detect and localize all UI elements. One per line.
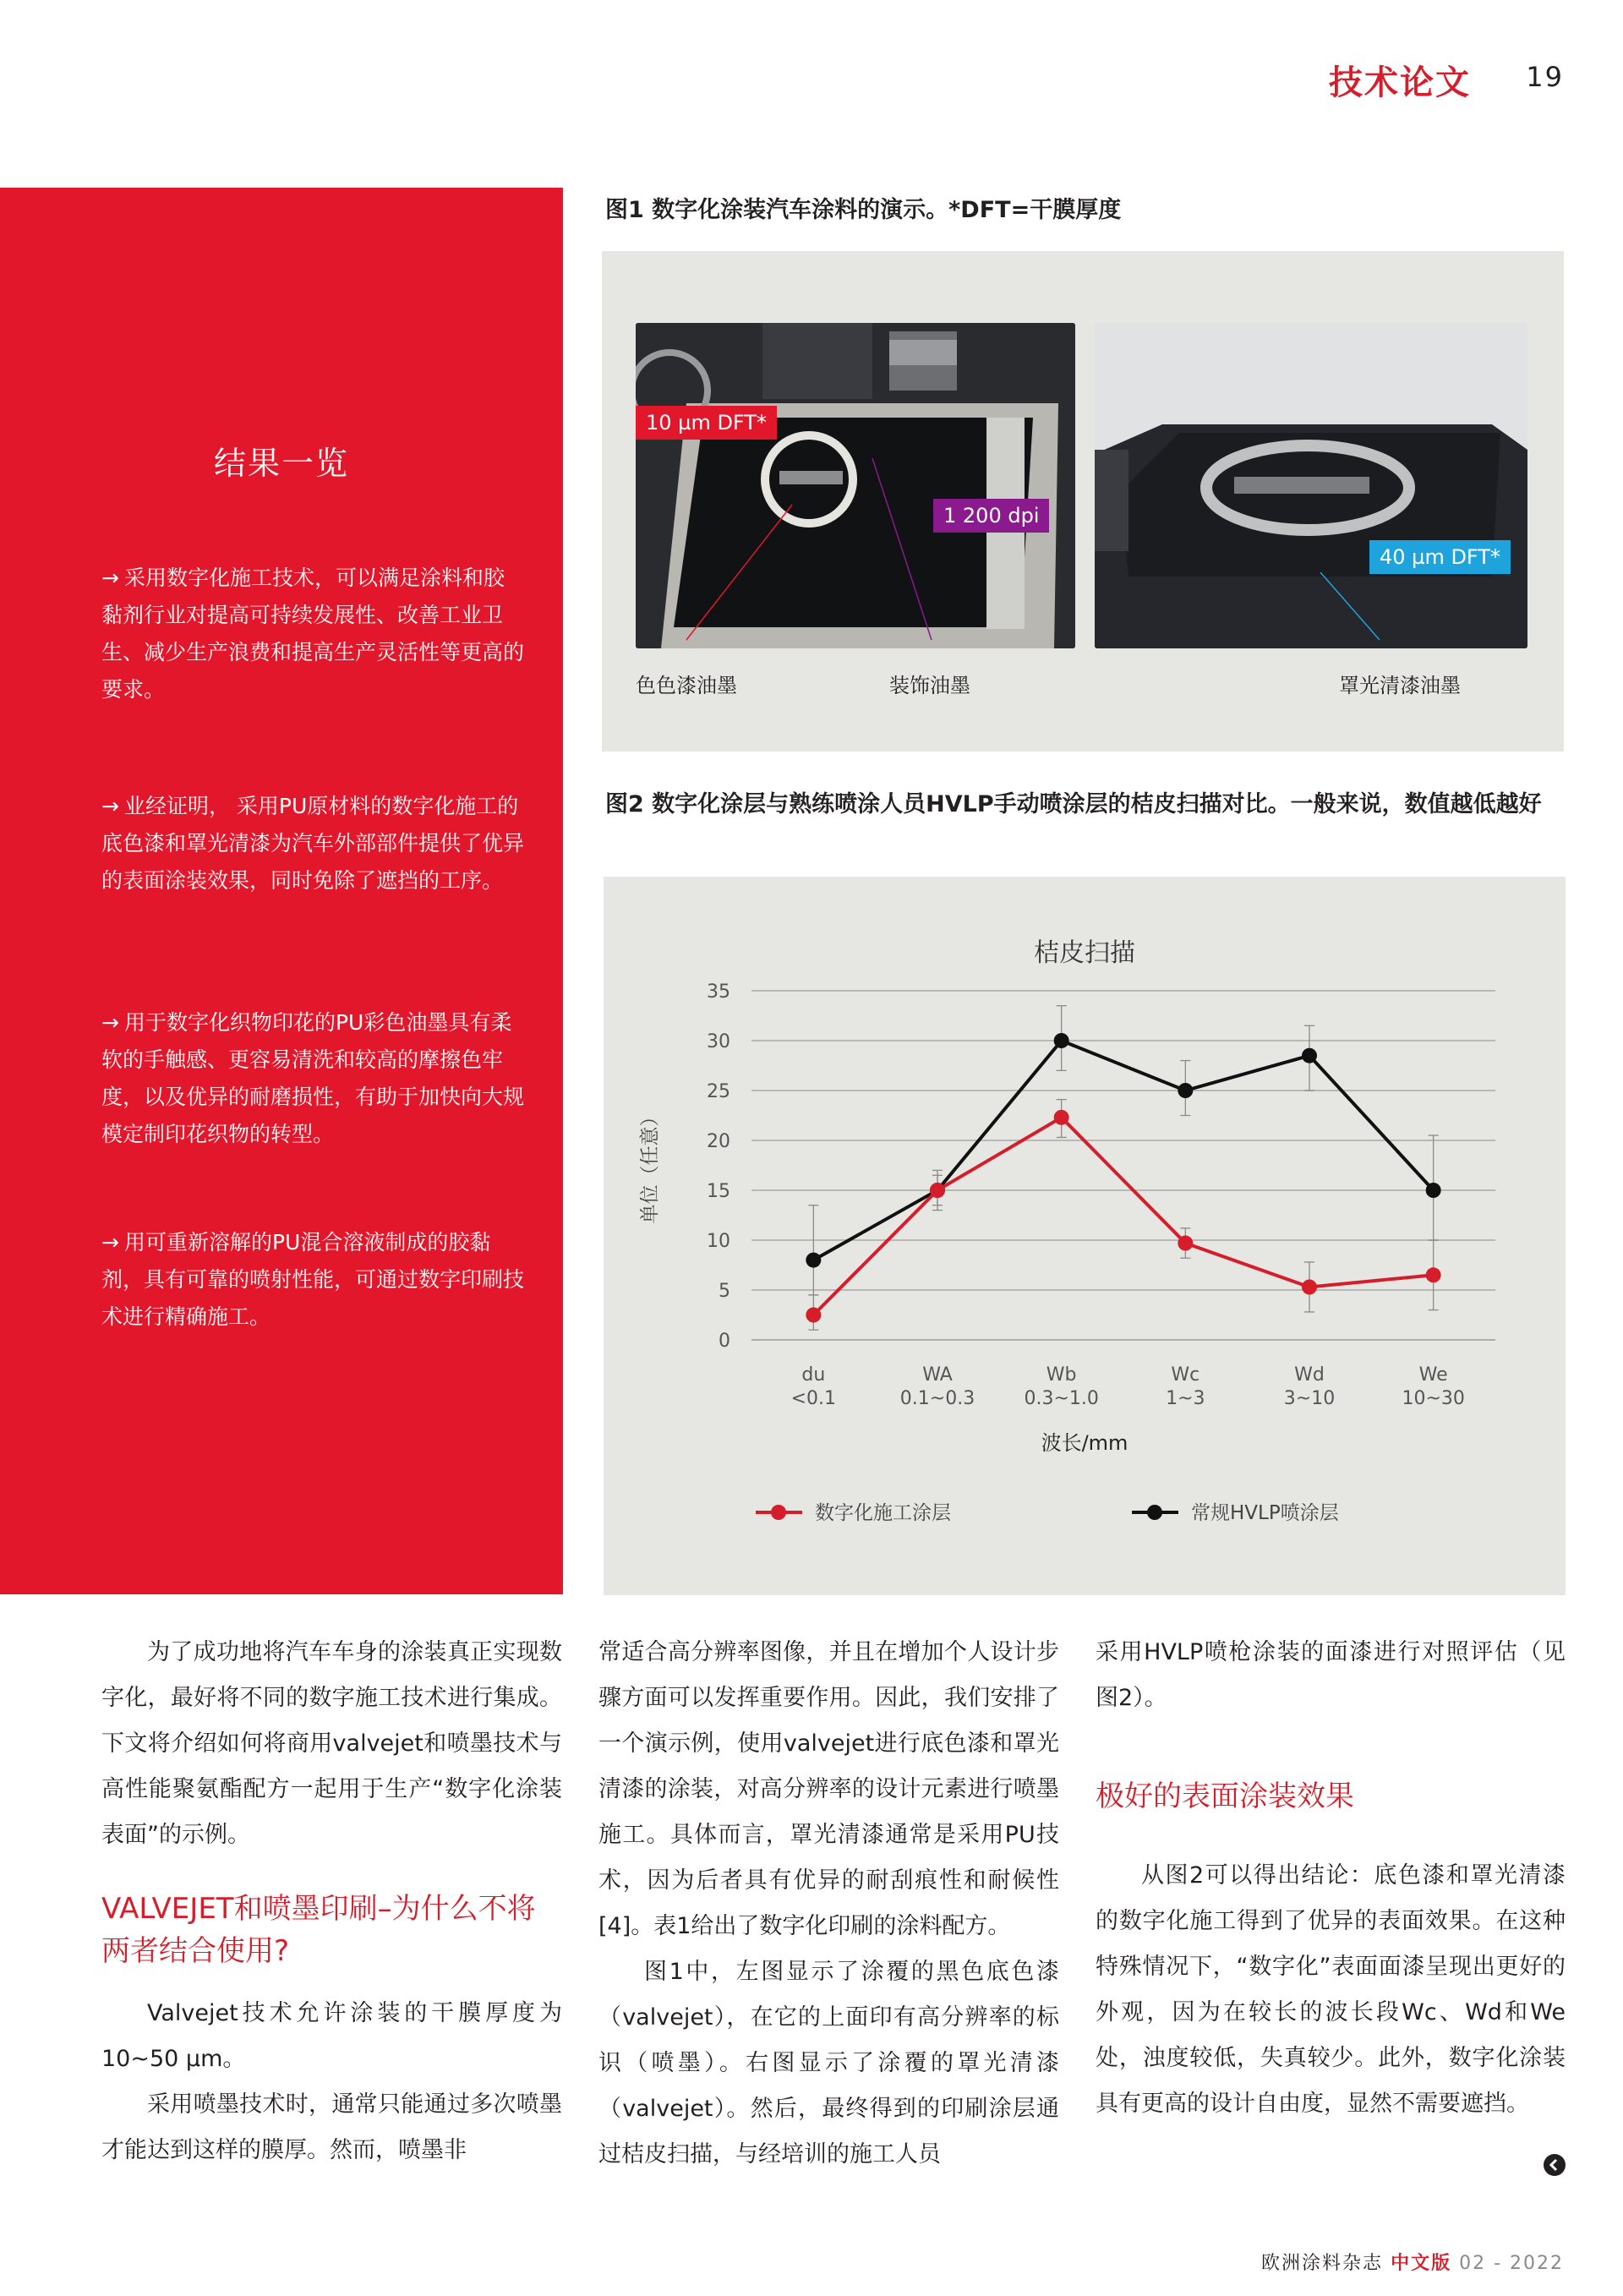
x-tick-label: Wd [1294, 1364, 1325, 1386]
data-point [1054, 1033, 1069, 1048]
paragraph: Valvejet技术允许涂装的干膜厚度为10~50 µm。 [101, 2000, 562, 2072]
paragraph: 采用HVLP喷枪涂装的面漆进行对照评估（见图2）。 [1096, 1639, 1566, 1711]
series-line [813, 1041, 1433, 1260]
figure2 [604, 877, 1566, 1595]
arrow-icon: → [101, 794, 119, 818]
dft-10um-tag: 10 µm DFT* [636, 406, 777, 440]
chart-title: 桔皮扫描 [1034, 938, 1135, 968]
data-point [806, 1308, 821, 1323]
summary-panel [0, 188, 563, 1594]
y-tick-label: 5 [719, 1281, 730, 1302]
footer [1261, 2249, 1564, 2275]
y-axis-label: 单位（任意） [639, 1107, 661, 1224]
x-tick-range-label: 0.3~1.0 [1024, 1388, 1099, 1409]
clearcoat-ink-label: 罩光清漆油墨 [1339, 674, 1461, 697]
figure2-caption: 图2 数字化涂层与熟练喷涂人员HVLP手动喷涂层的桔皮扫描对比。一般来说，数值越低越好 [605, 791, 1542, 817]
x-tick-label: du [801, 1364, 826, 1386]
section-title: 技术论文 [1329, 63, 1471, 102]
column-3-body [1096, 1853, 1566, 2127]
y-tick-label: 20 [707, 1131, 730, 1152]
dft-40um-tag: 40 µm DFT* [1369, 540, 1511, 574]
summary-item-text: 采用数字化施工技术，可以满足涂料和胶黏剂行业对提高可持续发展性、改善工业卫生、减少生产浪费和提高生产灵活性等更高的要求。 [101, 566, 525, 702]
y-tick-label: 35 [707, 981, 730, 1003]
end-of-article-icon [1544, 2154, 1566, 2176]
legend-marker [1147, 1505, 1162, 1520]
data-point [1302, 1048, 1317, 1063]
arrow-icon: → [101, 566, 119, 590]
arrow-icon: → [101, 1230, 119, 1255]
orange-peel-chart [604, 877, 1566, 1595]
edition-label: 中文版 [1391, 2253, 1452, 2274]
data-point [1178, 1083, 1193, 1098]
x-tick-range-label: 1~3 [1166, 1388, 1205, 1409]
x-tick-label: We [1418, 1364, 1448, 1386]
paragraph: 常适合高分辨率图像，并且在增加个人设计步骤方面可以发挥重要作用。因此，我们安排了一个演示例，使用valvejet进行底色漆和罩光清漆的涂装，对高分辨率的设计元素进行喷墨施工。具体而言，罩光清漆通常是采用PU技术，因为后者具有优异的耐刮痕性和耐候性[4]。表1给出了数字化印刷的涂料配方。 [598, 1639, 1059, 1939]
x-tick-label: WA [922, 1364, 953, 1386]
section-heading-valvejet: VALVEJET和喷墨印刷–为什么不将两者结合使用? [101, 1892, 536, 1968]
data-point [1054, 1110, 1069, 1125]
x-tick-label: Wb [1046, 1364, 1077, 1386]
pointer-line-decor [872, 458, 932, 640]
summary-item [101, 560, 524, 708]
summary-item [101, 1004, 524, 1153]
y-tick-label: 15 [707, 1181, 730, 1202]
paragraph: 采用喷墨技术时，通常只能通过多次喷墨才能达到这样的膜厚。然而，喷墨非 [101, 2091, 562, 2163]
y-tick-label: 30 [707, 1031, 730, 1052]
x-tick-label: Wc [1171, 1364, 1200, 1386]
basecoat-ink-label: 色色漆油墨 [636, 674, 737, 697]
pointer-line-clearcoat [1320, 572, 1380, 640]
arrow-icon: → [101, 1010, 119, 1035]
y-tick-label: 10 [707, 1231, 730, 1252]
x-tick-range-label: 10~30 [1402, 1388, 1465, 1409]
figure1-caption: 图1 数字化涂装汽车涂料的演示。*DFT=干膜厚度 [605, 197, 1122, 223]
summary-item-text: 用可重新溶解的PU混合溶液制成的胶黏剂，具有可靠的喷射性能，可通过数字印刷技术进行精确施工。 [101, 1230, 525, 1329]
summary-title: 结果一览 [213, 445, 349, 482]
summary-item-text: 用于数字化织物印花的PU彩色油墨具有柔软的手触感、更容易清洗和较高的摩擦色牢度，以及优异的耐磨损性，有助于加快向大规模定制印花织物的转型。 [101, 1010, 525, 1146]
decor-ink-label: 装饰油墨 [889, 674, 970, 697]
series-line [813, 1118, 1433, 1315]
column-2 [598, 1630, 1059, 2178]
data-point [1302, 1279, 1317, 1294]
y-tick-label: 0 [719, 1331, 730, 1352]
data-point [930, 1183, 945, 1198]
column-3-top [1096, 1630, 1566, 1721]
data-point [1426, 1267, 1441, 1282]
issue-label: 02 - 2022 [1459, 2253, 1564, 2274]
dpi-1200-tag: 1 200 dpi [933, 499, 1049, 533]
paragraph: 从图2可以得出结论：底色漆和罩光清漆的数字化施工得到了优异的表面效果。在这种特殊情况下，“数字化”表面面漆呈现出更好的外观，因为在较长的波长段Wc、Wd和We处，浊度较低，失真较少。此外，数字化涂装具有更高的设计自由度，显然不需要遮挡。 [1096, 1862, 1566, 2117]
journal-name: 欧洲涂料杂志 [1261, 2253, 1384, 2274]
pointer-line-basecoat [686, 505, 792, 640]
legend-label: 常规HVLP喷涂层 [1191, 1502, 1339, 1524]
x-tick-range-label: <0.1 [790, 1388, 837, 1409]
summary-item [101, 788, 524, 899]
column-1-intro [101, 1630, 562, 1858]
page-number: 19 [1526, 61, 1564, 93]
x-tick-range-label: 0.1~0.3 [899, 1388, 975, 1409]
data-point [1178, 1236, 1193, 1251]
section-heading-surface: 极好的表面涂装效果 [1096, 1779, 1354, 1813]
summary-item [101, 1224, 524, 1336]
paragraph: 为了成功地将汽车车身的涂装真正实现数字化，最好将不同的数字施工技术进行集成。下文将介绍如何将商用valvejet和喷墨技术与高性能聚氨酯配方一起用于生产“数字化涂装表面”的示例。 [101, 1639, 562, 1848]
y-tick-label: 25 [707, 1081, 730, 1102]
legend-marker [771, 1505, 786, 1520]
column-1-body [101, 1991, 562, 2173]
figure1 [602, 251, 1564, 752]
legend-label: 数字化施工涂层 [815, 1502, 951, 1524]
x-axis-label: 波长/mm [1041, 1431, 1128, 1455]
data-point [1426, 1183, 1441, 1198]
data-point [806, 1253, 821, 1268]
summary-item-text: 业经证明， 采用PU原材料的数字化施工的底色漆和罩光清漆为汽车外部部件提供了优异的表面涂装效果，同时免除了遮挡的工序。 [101, 794, 525, 893]
paragraph: 图1中，左图显示了涂覆的黑色底色漆（valvejet），在它的上面印有高分辨率的标识（喷墨）。右图显示了涂覆的罩光清漆（valvejet）。然后，最终得到的印刷涂层通过桔皮扫描，与经培训的施工人员 [598, 1959, 1059, 2168]
x-tick-range-label: 3~10 [1283, 1388, 1336, 1409]
